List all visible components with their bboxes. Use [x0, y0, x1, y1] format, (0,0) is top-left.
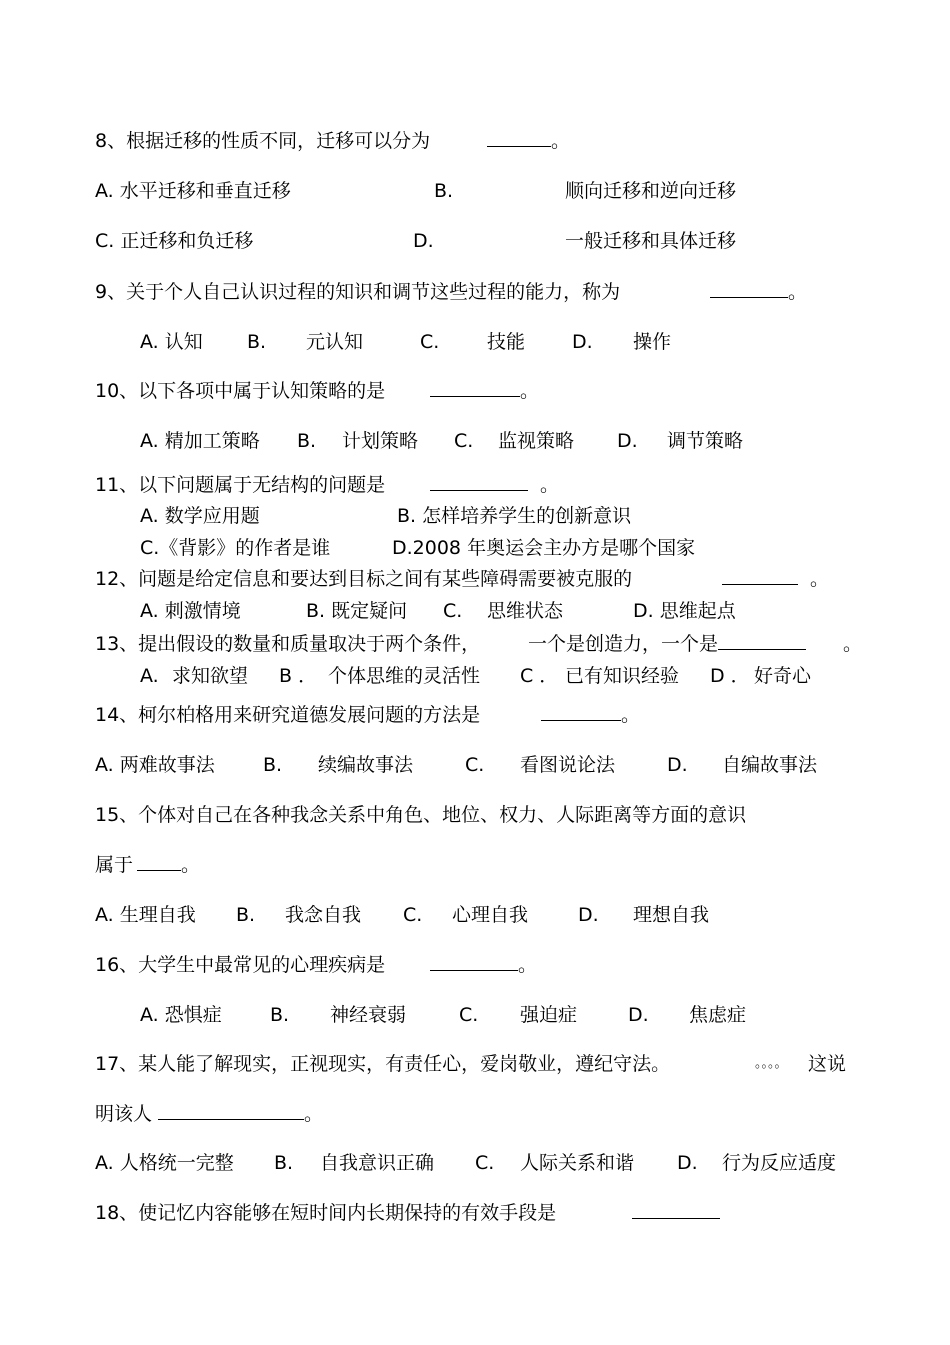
option-a: A. 精加工策略	[140, 430, 260, 452]
question-12-text: 12、问题是给定信息和要达到目标之间有某些障碍需要被克服的	[95, 568, 633, 590]
option-d-letter: D ．	[710, 665, 750, 687]
question-17-text: 17、某人能了解现实，正视现实，有责任心，爱岗敬业，遵纪守法。	[95, 1053, 671, 1075]
answer-blank	[430, 378, 520, 397]
answer-blank	[541, 702, 621, 721]
option-c-letter: C ．	[520, 665, 559, 687]
question-16	[95, 952, 385, 978]
question-13-end: 。	[843, 633, 863, 655]
question-11-end: 。	[540, 474, 560, 496]
option-c-text: 思维状态	[487, 600, 564, 622]
question-17	[95, 1051, 670, 1077]
option-d-text: 焦虑症	[689, 1004, 747, 1026]
option-c-text: 强迫症	[520, 1004, 578, 1026]
option-d-text: 自编故事法	[722, 754, 818, 776]
question-17-dots: 。。。。	[755, 1056, 788, 1071]
option-b-letter: B.	[274, 1152, 294, 1174]
option-b-letter: B.	[270, 1004, 290, 1026]
option-d-letter: D.	[617, 430, 638, 452]
answer-blank	[137, 852, 181, 871]
question-16-text: 16、大学生中最常见的心理疾病是	[95, 954, 386, 976]
option-c-letter: C.	[454, 430, 474, 452]
question-14-answer: 。	[541, 702, 640, 728]
question-9-text: 9、关于个人自己认识过程的知识和调节这些过程的能力，称为	[95, 281, 621, 303]
answer-blank	[722, 566, 798, 585]
option-c-letter: C.	[403, 904, 423, 926]
option-c-letter: C.	[465, 754, 485, 776]
option-b-letter: B.	[247, 331, 267, 353]
question-9	[95, 279, 620, 305]
option-b-letter: B.	[434, 180, 454, 202]
option-c-text: 人际关系和谐	[520, 1152, 635, 1174]
option-b-text: 我念自我	[285, 904, 362, 926]
answer-blank	[632, 1200, 720, 1219]
option-d-letter: D.	[413, 230, 434, 252]
option-b-text: 顺向迁移和逆向迁移	[565, 180, 737, 202]
question-12-answer	[722, 566, 798, 592]
option-b-text: 自我意识正确	[320, 1152, 435, 1174]
option-c: C. 正迁移和负迁移	[95, 230, 254, 252]
question-17-line2: 明该人 。	[95, 1103, 324, 1125]
question-18	[95, 1200, 556, 1226]
option-a-letter: A.	[140, 665, 159, 687]
option-d-letter: D.	[628, 1004, 649, 1026]
option-b-text: 元认知	[306, 331, 364, 353]
question-17-tail: 这说	[808, 1053, 847, 1075]
option-c-letter: C.	[443, 600, 463, 622]
option-d-text: 调节策略	[667, 430, 744, 452]
question-10-answer: 。	[430, 378, 539, 404]
option-b-text: 续编故事法	[318, 754, 414, 776]
option-c-text: 监视策略	[498, 430, 575, 452]
option-d-text: 一般迁移和具体迁移	[565, 230, 737, 252]
question-11-text: 11、以下问题属于无结构的问题是	[95, 474, 386, 496]
option-a: A. 数学应用题	[140, 505, 260, 527]
option-a: A. 认知	[140, 331, 203, 353]
question-12-end: 。	[810, 568, 830, 590]
question-15	[95, 802, 746, 828]
question-15-line2: 属于 。	[95, 854, 201, 876]
option-c-text: 已有知识经验	[565, 665, 680, 687]
option-c-letter: C.	[420, 331, 440, 353]
question-16-answer: 。	[430, 952, 537, 978]
option-d-text: 理想自我	[633, 904, 710, 926]
option-a: A. 水平迁移和垂直迁移	[95, 180, 291, 202]
question-11-answer	[430, 472, 528, 498]
question-14-text: 14、柯尔柏格用来研究道德发展问题的方法是	[95, 704, 481, 726]
option-d: D. 思维起点	[633, 600, 736, 622]
option-a: A. 两难故事法	[95, 754, 215, 776]
option-d-letter: D.	[667, 754, 688, 776]
option-d-text: 行为反应适度	[722, 1152, 837, 1174]
option-b-text: 神经衰弱	[330, 1004, 407, 1026]
option-c-text: 技能	[487, 331, 526, 353]
option-d-text: 好奇心	[754, 665, 812, 687]
option-d-letter: D.	[578, 904, 599, 926]
option-c-text: 心理自我	[452, 904, 529, 926]
answer-blank	[487, 128, 551, 147]
question-18-answer	[632, 1200, 720, 1226]
question-8-text: 8、根据迁移的性质不同，迁移可以分为	[95, 130, 431, 152]
option-b-text: 个体思维的灵活性	[328, 665, 481, 687]
option-d-letter: D.	[572, 331, 593, 353]
answer-blank	[430, 952, 518, 971]
question-12	[95, 566, 632, 592]
option-a: A. 刺激情境	[140, 600, 241, 622]
question-8-answer: 。	[487, 128, 570, 154]
question-8	[95, 128, 430, 154]
option-a: A. 生理自我	[95, 904, 196, 926]
option-b-letter: B ．	[279, 665, 318, 687]
option-c-letter: C.	[459, 1004, 479, 1026]
answer-blank	[158, 1101, 304, 1120]
option-c: C.《背影》的作者是谁	[140, 537, 331, 559]
option-b-letter: B.	[263, 754, 283, 776]
question-14	[95, 702, 480, 728]
option-b-text: 计划策略	[342, 430, 419, 452]
option-d-text: 操作	[633, 331, 672, 353]
option-d: D.2008 年奥运会主办方是哪个国家	[392, 537, 696, 559]
question-15-text: 15、个体对自己在各种我念关系中角色、地位、权力、人际距离等方面的意识	[95, 804, 747, 826]
answer-blank	[718, 631, 806, 650]
option-b: B. 怎样培养学生的创新意识	[397, 505, 632, 527]
question-11	[95, 472, 385, 498]
option-c-text: 看图说论法	[520, 754, 616, 776]
option-b: B. 既定疑问	[306, 600, 408, 622]
answer-blank	[430, 472, 528, 491]
option-b-letter: B.	[236, 904, 256, 926]
question-9-answer: 。	[710, 279, 807, 305]
question-13-text: 13、提出假设的数量和质量取决于两个条件，	[95, 633, 481, 655]
option-a: A. 人格统一完整	[95, 1152, 234, 1174]
option-a: A. 恐惧症	[140, 1004, 222, 1026]
question-10-text: 10、以下各项中属于认知策略的是	[95, 380, 386, 402]
answer-blank	[710, 279, 788, 298]
option-c-letter: C.	[475, 1152, 495, 1174]
question-10	[95, 378, 385, 404]
option-b-letter: B.	[297, 430, 317, 452]
option-d-letter: D.	[677, 1152, 698, 1174]
option-a-text: 求知欲望	[172, 665, 249, 687]
question-13	[95, 631, 480, 657]
question-18-text: 18、使记忆内容能够在短时间内长期保持的有效手段是	[95, 1202, 557, 1224]
question-13-text2: 一个是创造力，一个是	[528, 631, 806, 657]
